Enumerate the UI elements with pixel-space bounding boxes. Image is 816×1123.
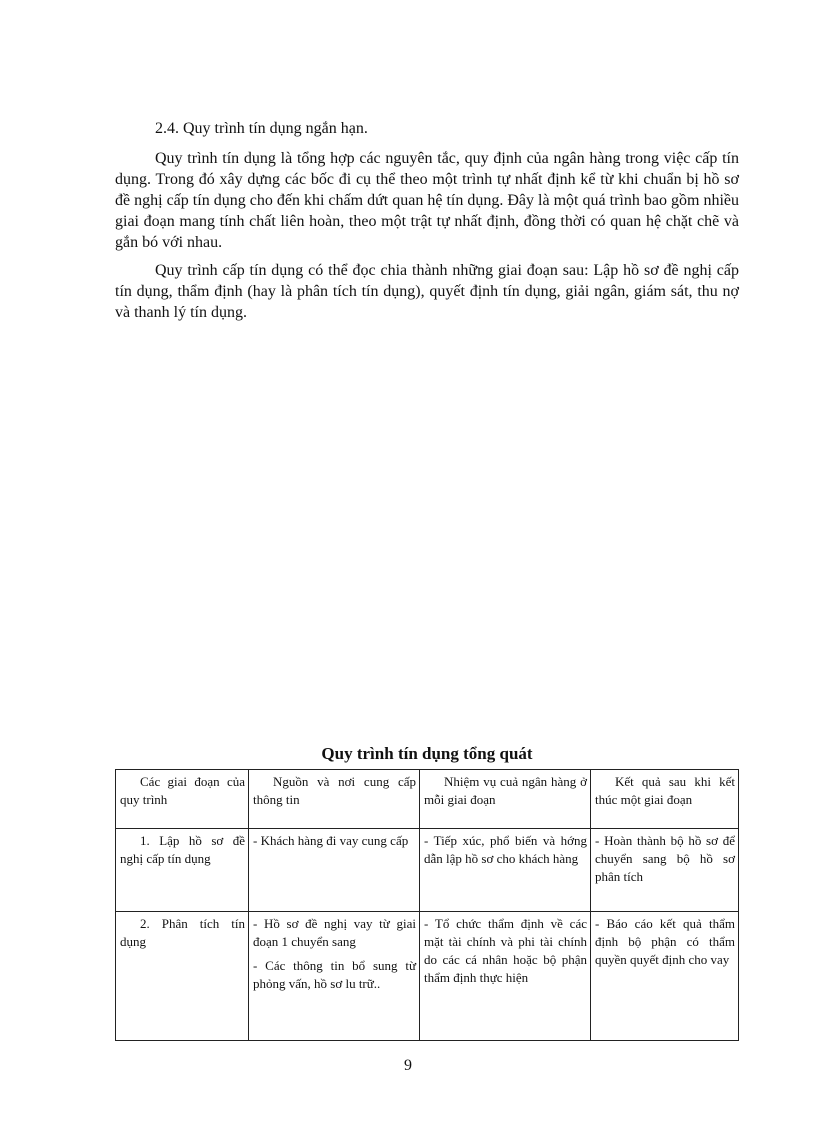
cell-task: - Tổ chức thẩm định về các mặt tài chính và phi tài chính do các cá nhân hoặc bộ phận thẩm định thực hiện (420, 912, 591, 1041)
cell-source: - Hồ sơ đề nghị vay từ giai đoạn 1 chuyển sang - Các thông tin bổ sung từ phỏng vấn, hồ sơ lu trữ.. (249, 912, 420, 1041)
table-row (116, 912, 739, 1041)
header-cell-result: Kết quả sau khi kết thúc một giai đoạn (591, 770, 739, 829)
table-header-row (116, 770, 739, 829)
cell-source: - Khách hàng đi vay cung cấp (249, 829, 420, 912)
page-number: 9 (404, 1057, 412, 1074)
cell-stage: 2. Phân tích tín dụng (116, 912, 249, 1041)
cell-task: - Tiếp xúc, phổ biến và hớng dẫn lập hồ sơ cho khách hàng (420, 829, 591, 912)
body-text (115, 118, 739, 330)
header-cell-source: Nguồn và nơi cung cấp thông tin (249, 770, 420, 829)
table-row (116, 829, 739, 912)
cell-stage: 1. Lập hồ sơ đề nghị cấp tín dụng (116, 829, 249, 912)
header-cell-task: Nhiệm vụ cuả ngân hàng ở mỗi giai đoạn (420, 770, 591, 829)
process-table (115, 769, 739, 1041)
table-title: Quy trình tín dụng tổng quát (321, 744, 533, 763)
cell-result: - Báo cáo kết quả thẩm định bộ phận có thẩm quyền quyết định cho vay (591, 912, 739, 1041)
paragraph-1: Quy trình tín dụng là tổng hợp các nguyên tắc, quy định của ngân hàng trong việc cấp tín dụng. Trong đó xây dựng các bốc đi cụ thể theo một trình tự nhất định kể từ khi chuẩn bị hồ sơ đề nghị cấp tín dụng cho đến khi chấm dứt quan hệ tín dụng. Đây là một quá trình bao gồm nhiều giai đoạn mang tính chất liên hoàn, theo một trật tự nhất định, đồng thời có quan hệ chặt chẽ và gắn bó với nhau. (115, 150, 739, 251)
cell-result: - Hoàn thành bộ hồ sơ để chuyển sang bộ hồ sơ phân tích (591, 829, 739, 912)
header-cell-stage: Các giai đoạn của quy trình (116, 770, 249, 829)
paragraph-2: Quy trình cấp tín dụng có thể đọc chia thành những giai đoạn sau: Lập hồ sơ đề nghị cấp tín dụng, thẩm định (hay là phân tích tín dụng), quyết định tín dụng, giải ngân, giám sát, thu nợ và thanh lý tín dụng. (115, 262, 739, 321)
section-heading: 2.4. Quy trình tín dụng ngắn hạn. (155, 120, 368, 137)
